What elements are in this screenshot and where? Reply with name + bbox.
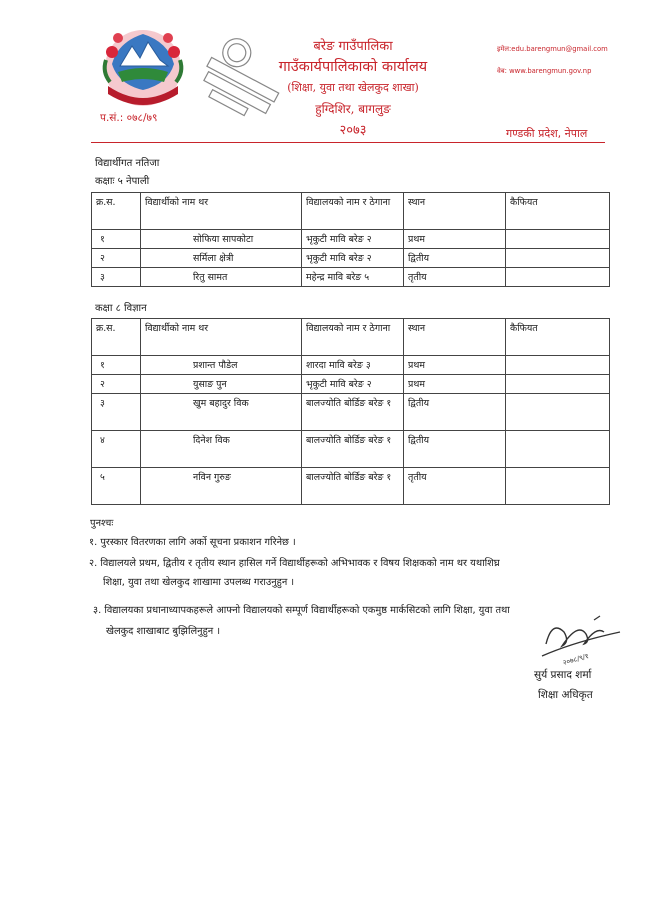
rank-cell: तृतीय — [404, 268, 506, 287]
notes-heading: पुनश्चः — [90, 518, 114, 529]
table-row — [92, 230, 610, 249]
table-row — [92, 431, 610, 468]
school-cell: भृकुटी मावि बरेङ २ — [302, 230, 404, 249]
nepal-emblem-logo — [98, 24, 188, 110]
results-table-grade8 — [91, 318, 610, 505]
rank-cell: द्वितीय — [404, 431, 506, 468]
student-name-cell: नविन गुरुङ — [141, 468, 302, 505]
table-row — [92, 249, 610, 268]
serial-cell: ४ — [92, 431, 141, 468]
serial-cell: २ — [92, 375, 141, 394]
note-item-2-continued: शिक्षा, युवा तथा खेलकुद शाखामा उपलब्ध गराउनुहुन । — [103, 577, 295, 588]
reference-number: प.सं.: ०७८/७९ — [100, 112, 158, 124]
letterhead-divider — [91, 142, 605, 143]
student-name-cell: खुम बहादुर विक — [141, 394, 302, 431]
rank-cell: द्वितीय — [404, 394, 506, 431]
header-cell: विद्यालयको नाम र ठेगाना — [302, 193, 404, 230]
office-title: गाउँकार्यपालिकाको कार्यालय — [278, 59, 428, 75]
school-cell: शारदा मावि बरेङ ३ — [302, 356, 404, 375]
student-name-cell: प्रशान्त पौडेल — [141, 356, 302, 375]
student-name-cell: दिनेश विक — [141, 431, 302, 468]
header-cell: कैफियत — [506, 193, 610, 230]
remarks-cell — [506, 394, 610, 431]
remarks-cell — [506, 375, 610, 394]
table-header-row — [92, 319, 610, 356]
rank-cell: प्रथम — [404, 356, 506, 375]
header-cell: स्थान — [404, 319, 506, 356]
office-address: हुग्दिशिर, बागलुङ — [315, 102, 391, 116]
serial-cell: २ — [92, 249, 141, 268]
student-name-cell: युसाङ पुन — [141, 375, 302, 394]
school-cell: महेन्द्र मावि बरेङ ५ — [302, 268, 404, 287]
student-name-cell: रितु सामत — [141, 268, 302, 287]
rank-cell: प्रथम — [404, 375, 506, 394]
school-cell: भृकुटी मावि बरेङ २ — [302, 249, 404, 268]
table-header-row — [92, 193, 610, 230]
school-cell: भृकुटी मावि बरेङ २ — [302, 375, 404, 394]
header-cell: विद्यार्थीको नाम थर — [141, 193, 302, 230]
svg-text:२०७८/९/१: २०७८/९/१ — [561, 652, 590, 668]
remarks-cell — [506, 468, 610, 505]
serial-cell: १ — [92, 230, 141, 249]
signer-title: शिक्षा अधिकृत — [538, 689, 593, 701]
note-item-3-continued: खेलकुद शाखाबाट बुझिलिनुहुन । — [106, 626, 221, 637]
table-row — [92, 375, 610, 394]
serial-cell: ३ — [92, 394, 141, 431]
signer-name: सुर्य प्रसाद शर्मा — [534, 669, 592, 681]
header-cell: स्थान — [404, 193, 506, 230]
student-name-cell: सर्मिला क्षेत्री — [141, 249, 302, 268]
header-cell: विद्यार्थीको नाम थर — [141, 319, 302, 356]
office-year: २०७३ — [339, 123, 367, 138]
website-contact: वेब: www.barengmun.gov.np — [497, 67, 592, 75]
office-branch: (शिक्षा, युवा तथा खेलकुद शाखा) — [287, 81, 419, 94]
rank-cell: द्वितीय — [404, 249, 506, 268]
province-label: गण्डकी प्रदेश, नेपाल — [506, 127, 588, 140]
table-caption: कक्षा ८ विज्ञान — [95, 303, 147, 314]
header-cell: विद्यालयको नाम र ठेगाना — [302, 319, 404, 356]
handwritten-signature — [534, 612, 624, 670]
email-contact: इमेल:edu.barengmun@gmail.com — [497, 45, 608, 53]
note-item-1: १. पुरस्कार वितरणका लागि अर्को सूचना प्रकाशन गरिनेछ । — [89, 537, 296, 548]
serial-cell: १ — [92, 356, 141, 375]
header-cell: कैफियत — [506, 319, 610, 356]
note-item-3: ३. विद्यालयका प्रधानाध्यापकहरूले आफ्नो विद्यालयको सम्पूर्ण विद्यार्थीहरूको एकमुष्ठ मार्कसिटको लागि शिक्षा, युवा तथा — [93, 605, 510, 616]
rank-cell: तृतीय — [404, 468, 506, 505]
results-table-grade5 — [91, 192, 610, 287]
header-cell: क्र.स. — [92, 319, 141, 356]
remarks-cell — [506, 230, 610, 249]
school-cell: बालज्योति बोर्डिङ बरेङ १ — [302, 468, 404, 505]
table-caption: कक्षाः ५ नेपाली — [95, 176, 150, 187]
school-cell: बालज्योति बोर्डिङ बरेङ १ — [302, 431, 404, 468]
document-title: विद्यार्थीगत नतिजा — [95, 158, 160, 169]
table-row — [92, 468, 610, 505]
school-cell: बालज्योति बोर्डिङ बरेङ १ — [302, 394, 404, 431]
remarks-cell — [506, 431, 610, 468]
serial-cell: ५ — [92, 468, 141, 505]
student-name-cell: सोफिया सापकोटा — [141, 230, 302, 249]
remarks-cell — [506, 249, 610, 268]
remarks-cell — [506, 268, 610, 287]
office-name: बरेङ गाउँपालिका — [313, 39, 393, 54]
table-row — [92, 356, 610, 375]
table-row — [92, 394, 610, 431]
note-item-2: २. विद्यालयले प्रथम, द्वितीय र तृतीय स्थान हासिल गर्ने विद्यार्थीहरूको अभिभावक र विषय शिक्षकको नाम थर यथाशिघ्र — [89, 558, 500, 569]
remarks-cell — [506, 356, 610, 375]
table-row — [92, 268, 610, 287]
rank-cell: प्रथम — [404, 230, 506, 249]
header-cell: क्र.स. — [92, 193, 141, 230]
serial-cell: ३ — [92, 268, 141, 287]
